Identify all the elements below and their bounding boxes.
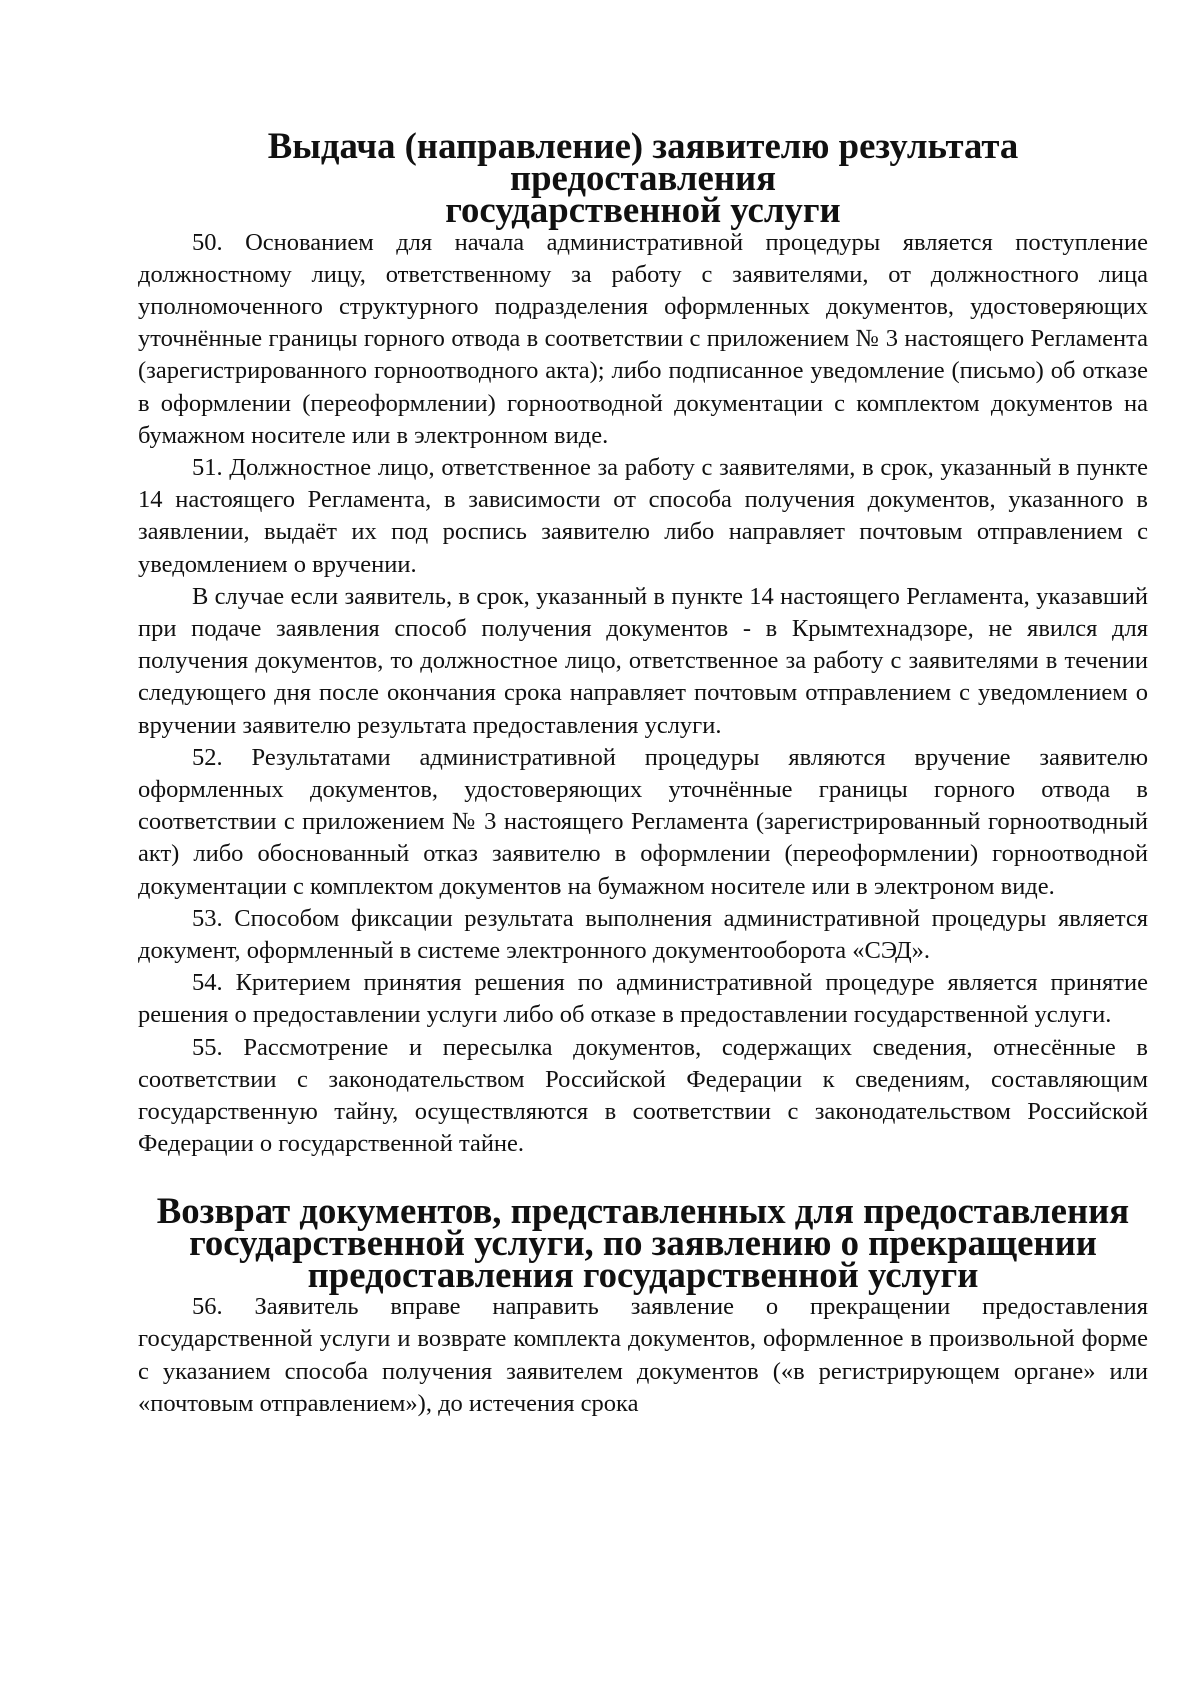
paragraph-50: 50. Основанием для начала административной процедуры является поступление должностному лицу, ответственному за работу с заявителями, от должностного лица уполномоченного структурного подразделения оформленных документов, удостоверяющих уточнённые границы горного отвода в соответствии с приложением № 3 настоящего Регламента (зарегистрированного горноотводного акта); либо подписанное уведомление (письмо) об отказе в оформлении (переоформлении) горноотводной документации с комплектом документов на бумажном носителе или в электронном виде.: [138, 228, 1148, 449]
heading-line: Возврат документов, представленных для предоставления: [156, 1189, 1130, 1231]
section-heading-issuance: [138, 125, 1148, 231]
paragraph-51-continued: В случае если заявитель, в срок, указанный в пункте 14 настоящего Регламента, указавший при подаче заявления способ получения документов - в Крымтехнадзоре, не явился для получения документов, то должностное лицо, ответственное за работу с заявителями в течении следующего дня после окончания срока направляет почтовым отправлением с уведомлением о вручении заявителю результата предоставления услуги.: [138, 582, 1148, 739]
paragraph-54: 54. Критерием принятия решения по административной процедуре является принятие решения о предоставлении услуги либо об отказе в предоставлении государственной услуги.: [138, 969, 1148, 1029]
paragraph-51: 51. Должностное лицо, ответственное за работу с заявителями, в срок, указанный в пункте 14 настоящего Регламента, в зависимости от способа получения документов, указанного в заявлении, выдаёт их под роспись заявителю либо направляет почтовым отправлением с уведомлением о вручении.: [138, 454, 1148, 578]
paragraph-53: 53. Способом фиксации результата выполнения административной процедуры является документ, оформленный в системе электронного документооборота «СЭД».: [138, 904, 1148, 965]
heading-line: государственной услуги: [445, 189, 841, 231]
paragraph-52: 52. Результатами административной процедуры являются вручение заявителю оформленных документов, удостоверяющих уточнённые границы горного отвода в соответствии с приложением № 3 настоящего Регламента (зарегистрированный горноотводный акт) либо обоснованный отказ заявителю в оформлении (переоформлении) горноотводной документации с комплектом документов на бумажном носителе или в электроном виде.: [138, 743, 1148, 900]
paragraph-56: 56. Заявитель вправе направить заявление о прекращении предоставления государственной услуги и возврате комплекта документов, оформленное в произвольной форме с указанием способа получения заявителем документов («в регистрирующем органе» или «почтовым отправлением»), до истечения срока: [138, 1293, 1148, 1417]
heading-line: предоставления государственной услуги: [307, 1253, 979, 1295]
heading-line: Выдача (направление) заявителю результата предоставления: [267, 125, 1019, 199]
heading-line: государственной услуги, по заявлению о прекращении: [189, 1221, 1097, 1263]
document-page: [138, 125, 1148, 1420]
paragraph-55: 55. Рассмотрение и пересылка документов, содержащих сведения, отнесённые в соответствии с законодательством Российской Федерации к сведениям, составляющим государственную тайну, осуществляются в соответствии с законодательством Российской Федерации о государственной тайне.: [138, 1033, 1148, 1158]
section-heading-return: [138, 1189, 1148, 1295]
